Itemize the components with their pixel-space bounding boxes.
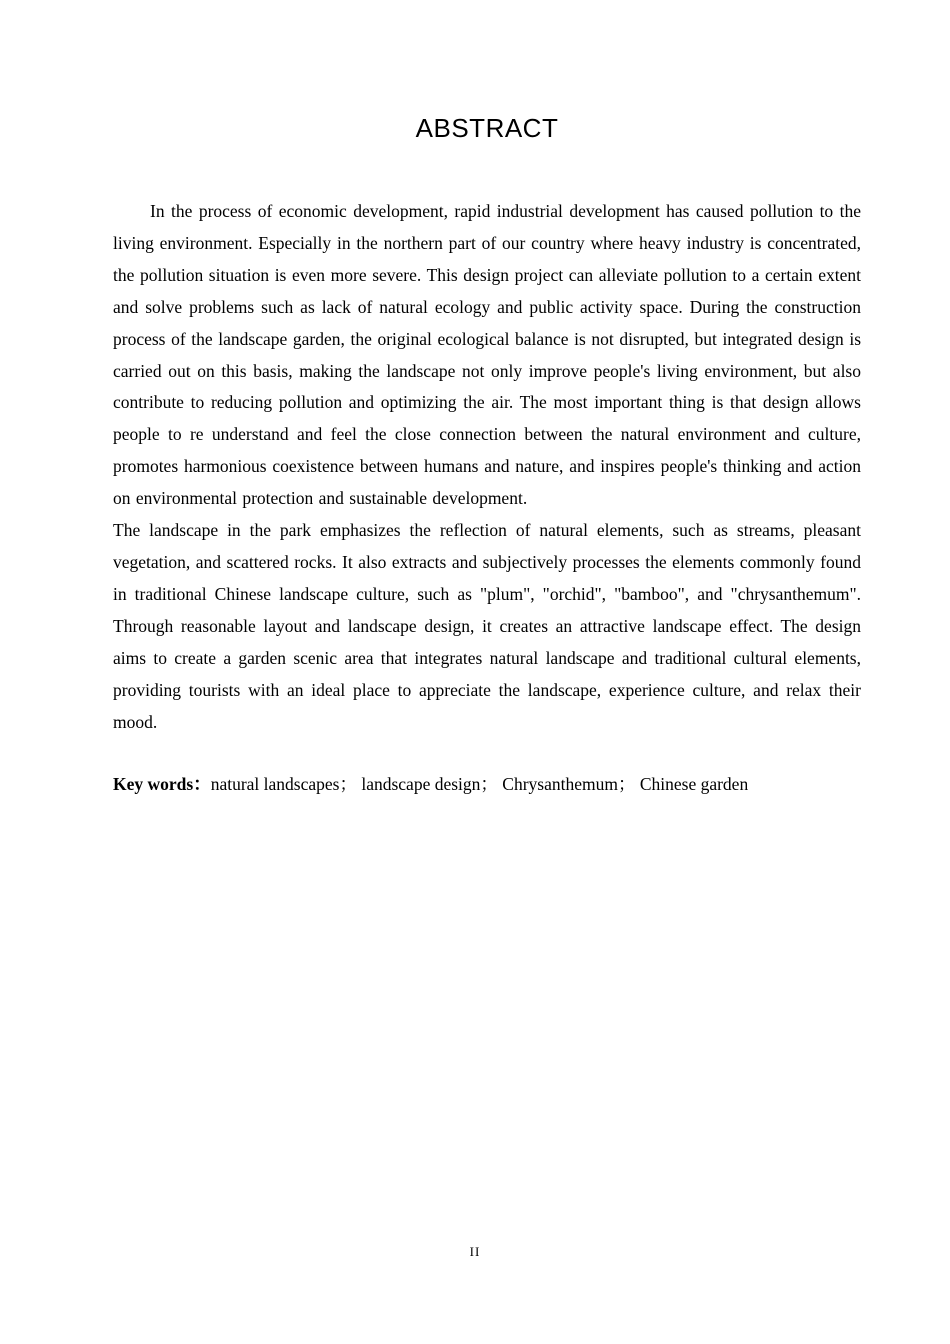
keywords-label: Key words：: [113, 774, 211, 795]
keywords-text: natural landscapes； landscape design； Chrysanthemum； Chinese garden: [210, 774, 749, 795]
page-number: II: [469, 1244, 481, 1259]
abstract-paragraph-2: The landscape in the park emphasizes the reflection of natural elements, such as streams, pleasant vegetation, and scattered rocks. It also extracts and subjectively processes the elements commonly found in traditional Chinese landscape culture, such as "plum", "orchid", "bamboo", and "chrysanthemum". Through reasonable layout and landscape design, it creates an attractive landscape effect. The design aims to create a garden scenic area that integrates natural landscape and traditional cultural elements, providing tourists with an ideal place to appreciate the landscape, experience culture, and relax their mood.: [113, 520, 861, 732]
page-title: ABSTRACT: [415, 113, 559, 143]
abstract-paragraph-1: In the process of economic development, rapid industrial development has caused pollution to the living environment. Especially in the northern part of our country where heavy industry is concentrated, the pollution situation is even more severe. This design project can alleviate pollution to a certain extent and solve problems such as lack of natural ecology and public activity space. During the construction process of the landscape garden, the original ecological balance is not disrupted, but integrated design is carried out on this basis, making the landscape not only improve people's living environment, but also contribute to reducing pollution and optimizing the air. The most important thing is that design allows people to re understand and feel the close connection between the natural environment and culture, promotes harmonious coexistence between humans and nature, and inspires people's thinking and action on environmental protection and sustainable development.: [113, 201, 861, 509]
keywords-line: [113, 769, 861, 801]
page-content: [113, 0, 861, 801]
